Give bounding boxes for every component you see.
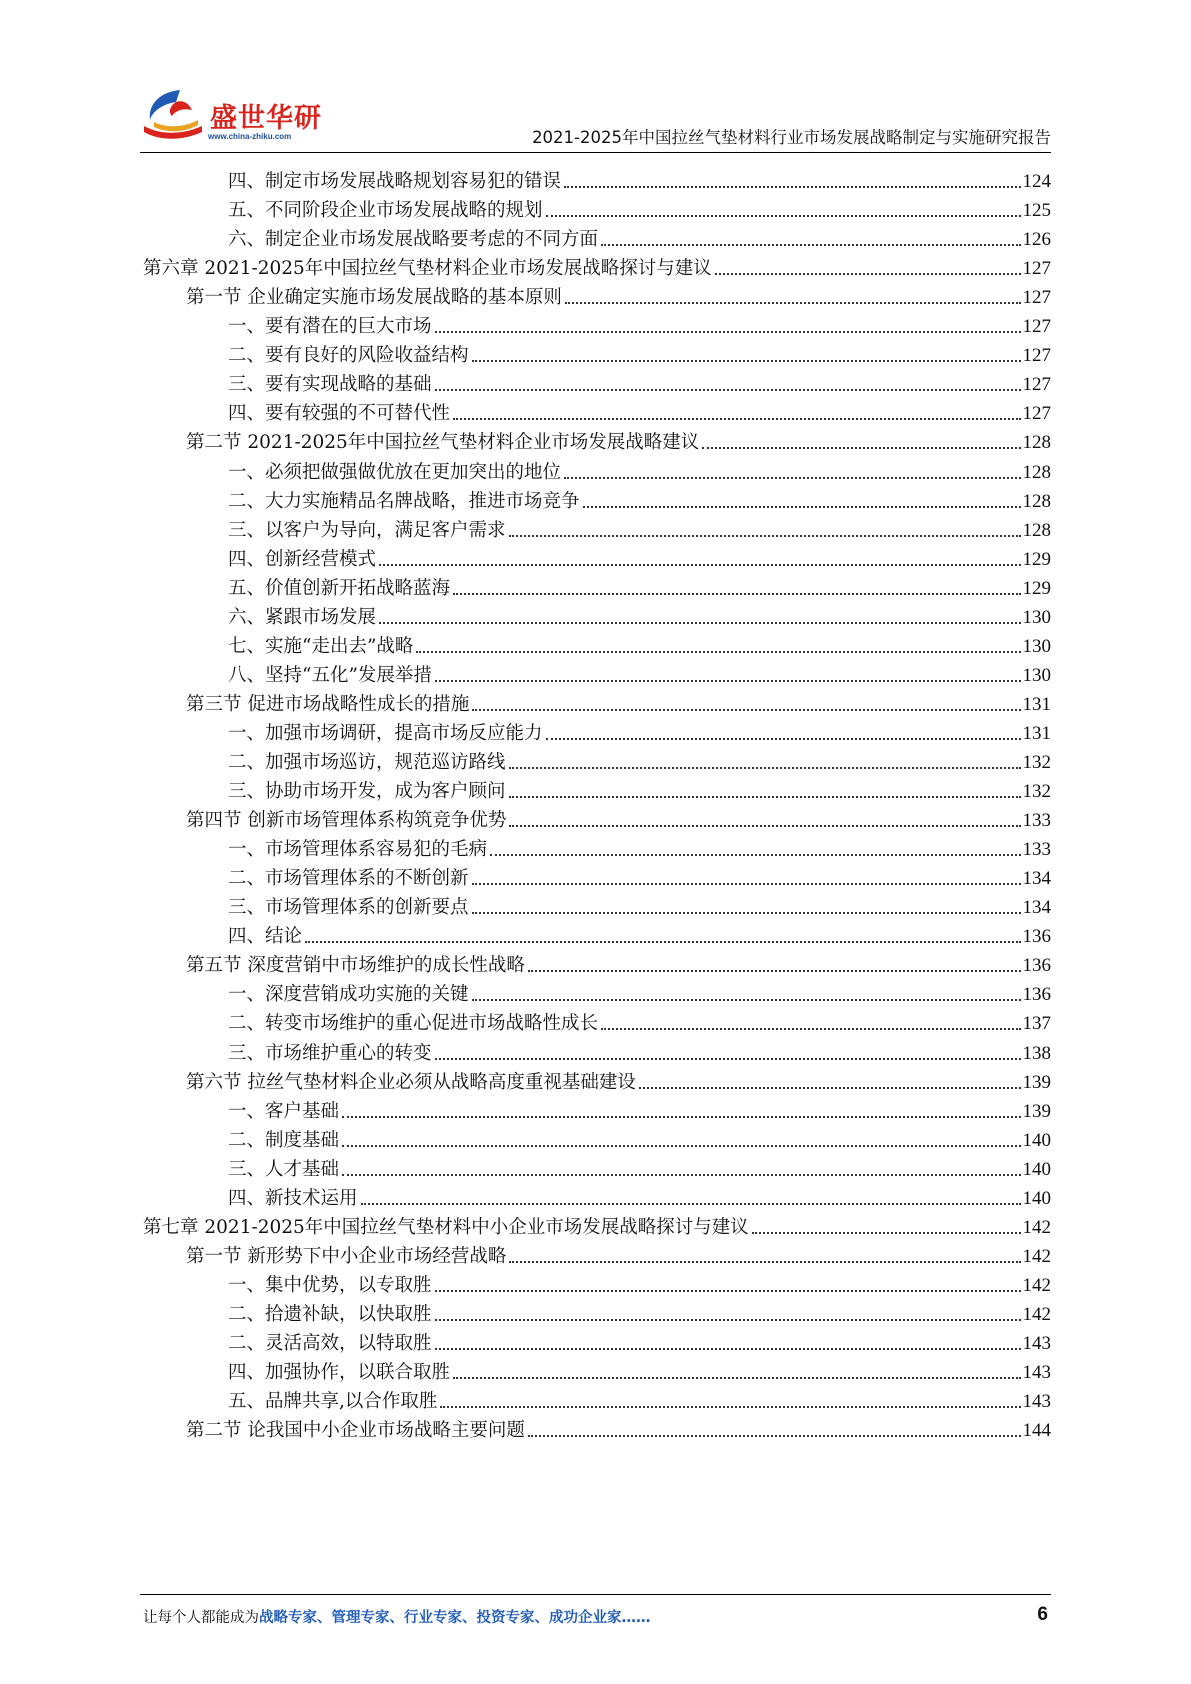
toc-entry[interactable] — [228, 1354, 1051, 1385]
toc-entry-page: 128 — [1022, 461, 1051, 483]
toc-entry-label: 二、灵活高效，以特取胜 — [228, 1333, 432, 1354]
toc-entry-label: 六、制定企业市场发展战略要考虑的不同方面 — [228, 229, 599, 251]
toc-dot-leader — [435, 1348, 1021, 1350]
toc-dot-leader — [435, 331, 1021, 333]
toc-entry-page: 132 — [1022, 781, 1051, 803]
toc-entry-page: 138 — [1022, 1042, 1051, 1064]
toc-entry-page: 136 — [1022, 955, 1051, 977]
toc-entry[interactable] — [228, 657, 1051, 688]
toc-entry-label: 第一节 新形势下中小企业市场经营战略 — [186, 1245, 507, 1267]
toc-entry-page: 132 — [1022, 752, 1051, 773]
toc-entry[interactable] — [228, 599, 1051, 630]
toc-entry[interactable] — [228, 570, 1051, 601]
toc-dot-leader — [490, 854, 1020, 856]
toc-dot-leader — [509, 767, 1021, 769]
toc-entry-page: 127 — [1022, 258, 1051, 280]
toc-entry[interactable] — [228, 918, 1051, 949]
toc-entry-page: 134 — [1022, 868, 1051, 890]
toc-dot-leader — [472, 360, 1021, 362]
toc-dot-leader — [472, 883, 1021, 885]
toc-entry[interactable] — [228, 860, 1051, 891]
footer-divider — [140, 1594, 1051, 1595]
toc-entry[interactable] — [228, 1122, 1051, 1153]
toc-entry-label: 二、市场管理体系的不断创新 — [228, 868, 469, 890]
toc-entry[interactable] — [228, 308, 1051, 339]
toc-entry-page: 142 — [1022, 1216, 1051, 1238]
toc-entry-label: 五、价值创新开拓战略蓝海 — [228, 577, 451, 599]
toc-entry-page: 142 — [1022, 1245, 1051, 1267]
toc-dot-leader — [472, 709, 1020, 711]
toc-dot-leader — [509, 825, 1020, 827]
report-title: 2021-2025年中国拉丝气垫材料行业市场发展战略制定与实施研究报告 — [532, 128, 1051, 147]
toc-entry[interactable] — [228, 512, 1051, 543]
toc-entry-label: 四、要有较强的不可替代性 — [228, 403, 451, 425]
toc-entry[interactable] — [228, 541, 1051, 572]
toc-dot-leader — [305, 941, 1020, 943]
toc-entry[interactable] — [186, 802, 1051, 833]
toc-entry[interactable] — [228, 163, 1051, 194]
toc-dot-leader — [472, 999, 1021, 1001]
toc-entry[interactable] — [228, 337, 1051, 368]
toc-entry[interactable] — [228, 1005, 1051, 1036]
toc-dot-leader — [702, 447, 1020, 449]
toc-entry[interactable] — [143, 1209, 1051, 1240]
toc-entry-label: 七、实施“走出去”战略 — [228, 635, 414, 657]
toc-entry-page: 130 — [1022, 635, 1051, 657]
toc-entry-page: 127 — [1022, 316, 1051, 338]
toc-entry[interactable] — [228, 1267, 1051, 1298]
toc-entry[interactable] — [228, 221, 1051, 252]
toc-entry-page: 127 — [1022, 374, 1051, 396]
toc-entry-page: 130 — [1022, 606, 1051, 628]
toc-dot-leader — [509, 1261, 1020, 1263]
toc-entry-label: 四、创新经营模式 — [228, 548, 377, 570]
toc-dot-leader — [379, 564, 1020, 566]
toc-entry-page: 126 — [1022, 229, 1051, 251]
toc-entry-label: 四、制定市场发展战略规划容易犯的错误 — [228, 171, 562, 192]
toc-dot-leader — [435, 1290, 1021, 1292]
toc-entry[interactable] — [228, 1383, 1051, 1414]
toc-entry-label: 一、要有潜在的巨大市场 — [228, 316, 432, 338]
toc-entry[interactable] — [186, 1064, 1051, 1095]
toc-dot-leader — [342, 1174, 1020, 1176]
toc-entry[interactable] — [228, 1151, 1051, 1182]
toc-dot-leader — [509, 796, 1021, 798]
toc-entry-label: 四、加强协作，以联合取胜 — [228, 1362, 451, 1384]
toc-entry-page: 139 — [1022, 1071, 1051, 1093]
toc-entry-page: 133 — [1022, 810, 1051, 832]
toc-dot-leader — [361, 1203, 1021, 1205]
toc-entry-page: 128 — [1022, 490, 1051, 512]
toc-entry-page: 142 — [1022, 1274, 1051, 1296]
toc-entry-label: 三、市场管理体系的创新要点 — [228, 897, 469, 919]
toc-dot-leader — [453, 1377, 1020, 1379]
toc-entry-label: 二、加强市场巡访，规范巡访路线 — [228, 752, 506, 773]
footer-slogan-prefix: 让每个人都能成为 — [143, 1610, 259, 1626]
toc-entry-label: 六、紧跟市场发展 — [228, 606, 377, 628]
toc-dot-leader — [453, 418, 1020, 420]
page-number: 6 — [1037, 1604, 1048, 1625]
toc-dot-leader — [564, 477, 1020, 479]
toc-entry[interactable] — [228, 715, 1051, 746]
toc-entry-label: 二、转变市场维护的重心促进市场战略性成长 — [228, 1013, 599, 1035]
toc-entry[interactable] — [228, 831, 1051, 862]
toc-entry-label: 八、坚持“五化”发展举措 — [228, 664, 432, 686]
footer-slogan — [143, 1606, 651, 1627]
toc-entry[interactable] — [186, 424, 1051, 455]
toc-entry-page: 143 — [1022, 1391, 1051, 1413]
toc-dot-leader — [546, 738, 1021, 740]
toc-entry-label: 第三节 促进市场战略性成长的措施 — [186, 693, 470, 715]
toc-entry-label: 第四节 创新市场管理体系构筑竞争优势 — [186, 810, 507, 832]
toc-entry-page: 129 — [1022, 548, 1051, 570]
toc-entry[interactable] — [186, 1238, 1051, 1269]
toc-dot-leader — [509, 535, 1021, 537]
toc-entry-page: 130 — [1022, 664, 1051, 686]
toc-entry[interactable] — [228, 395, 1051, 426]
toc-entry-label: 二、要有良好的风险收益结构 — [228, 345, 469, 367]
toc-entry[interactable] — [186, 1412, 1051, 1443]
toc-dot-leader — [435, 389, 1021, 391]
toc-entry-page: 127 — [1022, 345, 1051, 367]
toc-dot-leader — [546, 215, 1021, 217]
toc-entry[interactable] — [228, 454, 1051, 485]
toc-entry[interactable] — [228, 1180, 1051, 1211]
brand-url: www.china-zhiku.com — [208, 132, 292, 141]
toc-dot-leader — [583, 506, 1021, 508]
toc-entry-page: 124 — [1022, 171, 1051, 192]
toc-entry[interactable] — [228, 366, 1051, 397]
toc-entry-page: 143 — [1022, 1362, 1051, 1384]
toc-entry-label: 三、市场维护重心的转变 — [228, 1042, 432, 1064]
toc-entry[interactable] — [186, 686, 1051, 717]
toc-entry-page: 131 — [1022, 722, 1051, 744]
toc-dot-leader — [453, 593, 1020, 595]
page-header — [0, 0, 1191, 155]
toc-entry[interactable] — [228, 976, 1051, 1007]
toc-entry-page: 129 — [1022, 577, 1051, 599]
toc-entry-label: 第二节 2021-2025年中国拉丝气垫材料企业市场发展战略建议 — [186, 432, 700, 454]
toc-entry[interactable] — [186, 279, 1051, 310]
toc-entry-page: 144 — [1022, 1420, 1051, 1442]
toc-dot-leader — [435, 1319, 1021, 1321]
toc-entry-label: 一、集中优势，以专取胜 — [228, 1274, 432, 1296]
toc-entry-page: 136 — [1022, 984, 1051, 1006]
toc-entry[interactable] — [143, 250, 1051, 281]
toc-entry-page: 142 — [1022, 1303, 1051, 1325]
toc-entry-label: 三、要有实现战略的基础 — [228, 374, 432, 396]
toc-entry-label: 五、品牌共享,以合作取胜 — [228, 1391, 438, 1413]
toc-entry-page: 140 — [1022, 1187, 1051, 1209]
toc-dot-leader — [601, 1028, 1020, 1030]
toc-dot-leader — [472, 912, 1021, 914]
toc-dot-leader — [342, 1116, 1020, 1118]
toc-dot-leader — [440, 1406, 1020, 1408]
toc-entry-label: 第六章 2021-2025年中国拉丝气垫材料企业市场发展战略探讨与建议 — [143, 258, 712, 280]
toc-dot-leader — [715, 273, 1021, 275]
toc-dot-leader — [416, 651, 1020, 653]
toc-entry-page: 140 — [1022, 1129, 1051, 1151]
toc-entry-label: 三、以客户为导向，满足客户需求 — [228, 519, 506, 541]
toc-dot-leader — [601, 244, 1020, 246]
brand-name: 盛世华研 — [210, 103, 322, 134]
toc-entry-page: 128 — [1022, 432, 1051, 454]
toc-entry-label: 第六节 拉丝气垫材料企业必须从战略高度重视基础建设 — [186, 1071, 636, 1093]
toc-dot-leader — [564, 186, 1020, 188]
toc-entry[interactable] — [228, 628, 1051, 659]
toc-entry-label: 一、客户基础 — [228, 1100, 340, 1122]
toc-dot-leader — [528, 970, 1021, 972]
toc-entry[interactable] — [228, 744, 1051, 775]
toc-entry-label: 四、新技术运用 — [228, 1187, 358, 1209]
toc-entry-label: 第二节 论我国中小企业市场战略主要问题 — [186, 1420, 525, 1442]
toc-dot-leader — [752, 1232, 1021, 1234]
toc-entry-page: 133 — [1022, 839, 1051, 861]
toc-entry-label: 一、市场管理体系容易犯的毛病 — [228, 839, 488, 861]
toc-dot-leader — [435, 1058, 1021, 1060]
toc-entry-label: 四、结论 — [228, 926, 303, 948]
toc-entry[interactable] — [228, 192, 1051, 223]
toc-dot-leader — [565, 302, 1021, 304]
toc-entry-page: 128 — [1022, 519, 1051, 541]
toc-dot-leader — [379, 622, 1020, 624]
toc-entry-page: 127 — [1022, 403, 1051, 425]
toc-entry[interactable] — [228, 773, 1051, 804]
toc-entry-page: 131 — [1022, 693, 1051, 715]
toc-entry-page: 136 — [1022, 926, 1051, 948]
toc-entry[interactable] — [228, 1093, 1051, 1124]
toc-dot-leader — [528, 1435, 1021, 1437]
toc-entry[interactable] — [228, 1035, 1051, 1066]
toc-entry-page: 125 — [1022, 200, 1051, 222]
toc-entry-label: 第五节 深度营销中市场维护的成长性战略 — [186, 955, 525, 977]
toc-dot-leader — [435, 680, 1021, 682]
toc-entry[interactable] — [228, 483, 1051, 514]
toc-dot-leader — [342, 1145, 1020, 1147]
toc-entry-page: 134 — [1022, 897, 1051, 919]
toc-entry-label: 二、拾遗补缺，以快取胜 — [228, 1303, 432, 1325]
toc-entry[interactable] — [228, 1296, 1051, 1327]
toc-entry-label: 二、制度基础 — [228, 1129, 340, 1151]
toc-entry-label: 五、不同阶段企业市场发展战略的规划 — [228, 200, 543, 222]
toc-dot-leader — [639, 1087, 1021, 1089]
toc-entry-label: 一、加强市场调研，提高市场反应能力 — [228, 722, 543, 744]
toc-entry[interactable] — [228, 889, 1051, 920]
toc-entry-page: 140 — [1022, 1158, 1051, 1180]
toc-entry-label: 二、大力实施精品名牌战略，推进市场竞争 — [228, 490, 580, 512]
toc-entry-label: 第七章 2021-2025年中国拉丝气垫材料中小企业市场发展战略探讨与建议 — [143, 1216, 749, 1238]
toc-entry-label: 三、人才基础 — [228, 1158, 340, 1180]
toc-entry-label: 三、协助市场开发，成为客户顾问 — [228, 781, 506, 803]
header-divider — [140, 152, 1051, 153]
toc-entry-label: 第一节 企业确定实施市场发展战略的基本原则 — [186, 287, 562, 309]
toc-entry-page: 127 — [1022, 287, 1051, 309]
toc-entry[interactable] — [228, 1325, 1051, 1356]
toc-entry-page: 137 — [1022, 1013, 1051, 1035]
toc-entry[interactable] — [186, 947, 1051, 978]
toc-entry-page: 143 — [1022, 1333, 1051, 1354]
toc-entry-label: 一、必须把做强做优放在更加突出的地位 — [228, 461, 562, 483]
toc-entry-page: 139 — [1022, 1100, 1051, 1122]
toc-entry-label: 一、深度营销成功实施的关键 — [228, 984, 469, 1006]
footer-slogan-highlight: 战略专家、管理专家、行业专家、投资专家、成功企业家…… — [259, 1610, 651, 1626]
